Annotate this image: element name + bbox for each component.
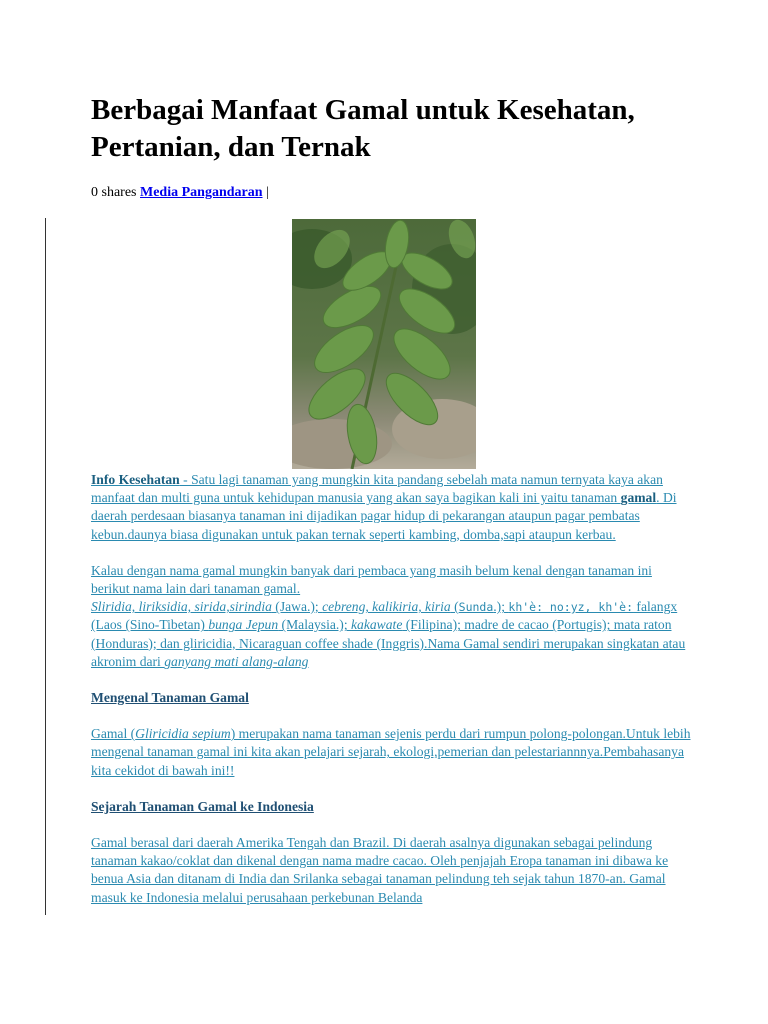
gamal-leaf-photo xyxy=(292,219,476,469)
article-body xyxy=(91,471,691,925)
category-link[interactable]: Info Kesehatan xyxy=(91,472,180,487)
byline xyxy=(91,184,269,202)
other-names-paragraph[interactable]: Kalau dengan nama gamal mungkin banyak dari pembaca yang masih belum kenal dengan tanaman ini berikut nama lain dari tanaman gamal. Sliridia, liriksidia, sirida,sirindia (Jawa.); cebreng, kalikiria, kiria (Sunda.); kh'è: no:yz, kh'è: falangx (Laos (Sino-Tibetan) bunga Jepun (Malaysia.); kakawate (Filipina); madre de cacao (Portugis); mata raton (Honduras); dan gliricidia, Nicaraguan coffee shade (Inggris).Nama Gamal sendiri merupakan singkatan atau akronim dari ganyang mati alang-alang xyxy=(91,562,686,669)
page-title: Berbagai Manfaat Gamal untuk Kesehatan, Pertanian, dan Ternak xyxy=(91,94,635,163)
gamal-intro-paragraph[interactable]: Gamal (Gliricidia sepium) merupakan nama tanaman sejenis perdu dari rumpun polong-polongan.Untuk lebih mengenal tanaman gamal ini kita akan pelajari sejarah, ekologi,pemerian dan pelestariannnya.Pembahasanya kita cekidot di bawah ini!! xyxy=(91,726,691,778)
intro-paragraph[interactable]: Info Kesehatan - Satu lagi tanaman yang mungkin kita pandang sebelah mata namun ternyata kaya akan manfaat dan multi guna untuk kehidupan manusia yang akan saya bagikan kali ini yaitu tanaman gamal. Di daerah perdesaan biasanya tanaman ini dijadikan pagar hidup di pekarangan ataupun pagar pembatas kebun.daunya biasa digunakan untuk pakan ternak seperti kambing, domba,sapi ataupun kerbau. xyxy=(91,472,677,542)
byline-separator: | xyxy=(266,185,269,200)
share-count: 0 shares xyxy=(91,185,137,200)
author-link[interactable]: Media Pangandaran xyxy=(140,185,263,200)
history-paragraph[interactable]: Gamal berasal dari daerah Amerika Tengah dan Brazil. Di daerah asalnya digunakan sebagai pelindung tanaman kakao/coklat dan dikenal dengan nama madre cacao. Oleh penjajah Eropa tanaman ini dibawa ke benua Asia dan ditanam di India dan Srilanka sebagai tanaman pelindung teh sejak tahun 1870-an. Gamal masuk ke Indonesia melalui perusahaan perkebunan Belanda xyxy=(91,835,669,905)
heading-sejarah[interactable]: Sejarah Tanaman Gamal ke Indonesia xyxy=(91,798,314,814)
left-margin-rule xyxy=(45,218,46,915)
heading-mengenal[interactable]: Mengenal Tanaman Gamal xyxy=(91,690,249,706)
